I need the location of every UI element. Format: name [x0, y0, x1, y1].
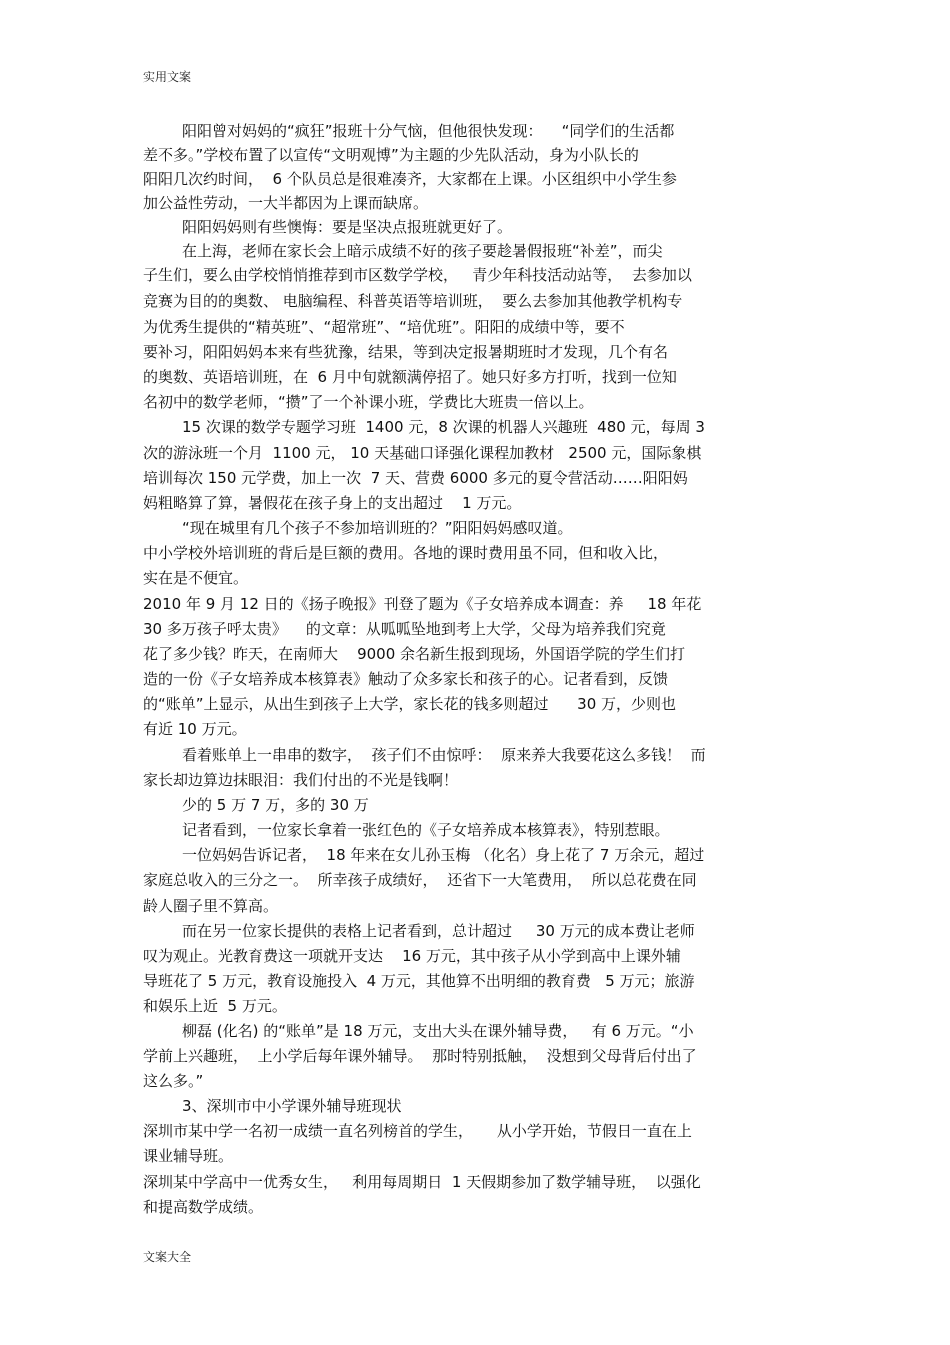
text-line: 叹为观止。光教育费这一项就开支达 16 万元，其中孩子从小学到高中上课外辅 [143, 947, 681, 965]
text-line: 次的游泳班一个月 1100 元， 10 天基础口译强化课程加教材 2500 元，国际象棋 [143, 444, 702, 462]
text-line: “现在城里有几个孩子不参加培训班的？”阳阳妈妈感叹道。 [182, 519, 573, 537]
text-line: 中小学校外培训班的背后是巨额的费用。各地的课时费用虽不同，但和收入比， [143, 544, 669, 562]
text-line: 在上海，老师在家长会上暗示成绩不好的孩子要趁暑假报班“补差”，而尖 [182, 242, 663, 260]
text-line: 培训每次 150 元学费，加上一次 7 天、营费 6000 多元的夏令营活动……阳阳妈 [143, 469, 688, 487]
text-line: 学前上兴趣班， 上小学后每年课外辅导。 那时特别抵触， 没想到父母背后付出了 [143, 1047, 697, 1065]
text-line: 龄人圈子里不算高。 [143, 897, 279, 915]
text-line: 阳阳曾对妈妈的“疯狂”报班十分气恼，但他很快发现： “同学们的生活都 [182, 122, 675, 140]
text-line: 妈粗略算了算，暑假花在孩子身上的支出超过 1 万元。 [143, 494, 522, 512]
text-line: 柳磊 (化名) 的“账单”是 18 万元，支出大头在课外辅导费， 有 6 万元。“小 [182, 1022, 694, 1040]
text-line: 阳阳妈妈则有些懊悔：要是坚决点报班就更好了。 [182, 218, 513, 236]
page-header: 实用文案 [143, 70, 192, 84]
text-line: 和娱乐上近 5 万元。 [143, 997, 287, 1015]
text-line: 的奥数、英语培训班，在 6 月中旬就额满停招了。她只好多方打听，找到一位知 [143, 368, 677, 386]
text-line: 花了多少钱？昨天，在南师大 9000 余名新生报到现场，外国语学院的学生们打 [143, 645, 686, 663]
text-line: 阳阳几次约时间， 6 个队员总是很难凑齐，大家都在上课。小区组织中小学生参 [143, 170, 677, 188]
text-line: 深圳市某中学一名初一成绩一直名列榜首的学生， 从小学开始，节假日一直在上 [143, 1122, 692, 1140]
text-line: 差不多。”学校布置了以宣传“文明观博”为主题的少先队活动，身为小队长的 [143, 146, 639, 164]
text-line: 加公益性劳动，一大半都因为上课而缺席。 [143, 194, 429, 212]
text-line: 课业辅导班。 [143, 1147, 234, 1165]
text-line: 深圳某中学高中一优秀女生， 利用每周期日 1 天假期参加了数学辅导班， 以强化 [143, 1173, 701, 1191]
text-line: 看着账单上一串串的数字， 孩子们不由惊呼： 原来养大我要花这么多钱！ 而 [182, 746, 706, 764]
text-line: 子生们，要么由学校悄悄推荐到市区数学学校， 青少年科技活动站等， 去参加以 [143, 266, 692, 284]
text-line: 记者看到，一位家长拿着一张红色的《子女培养成本核算表》，特别惹眼。 [182, 821, 670, 839]
text-line: 竞赛为目的的奥数、 电脑编程、科普英语等培训班， 要么去参加其他教学机构专 [143, 292, 683, 310]
text-line: 实在是不便宜。 [143, 569, 249, 587]
text-line: 和提高数学成绩。 [143, 1198, 264, 1216]
text-line: 一位妈妈告诉记者， 18 年来在女儿孙玉梅 （化名）身上花了 7 万余元，超过 [182, 846, 705, 864]
text-line: 造的一份《子女培养成本核算表》触动了众多家长和孩子的心。记者看到，反馈 [143, 670, 669, 688]
text-line: 家庭总收入的三分之一。 所幸孩子成绩好， 还省下一大笔费用， 所以总花费在同 [143, 871, 697, 889]
text-line: 家长却边算边抹眼泪：我们付出的不光是钱啊！ [143, 771, 459, 789]
text-line: 2010 年 9 月 12 日的《扬子晚报》刊登了题为《子女培养成本调查：养 18 年花 [143, 595, 702, 613]
text-line: 30 多万孩子呼太贵》 的文章：从呱呱坠地到考上大学，父母为培养我们究竟 [143, 620, 666, 638]
text-line: 15 次课的数学专题学习班 1400 元，8 次课的机器人兴趣班 480 元，每周 3 [182, 418, 705, 436]
text-line: 的“账单”上显示，从出生到孩子上大学，家长花的钱多则超过 30 万，少则也 [143, 695, 677, 713]
text-line: 有近 10 万元。 [143, 720, 247, 738]
text-line: 导班花了 5 万元，教育设施投入 4 万元，其他算不出明细的教育费 5 万元；旅游 [143, 972, 695, 990]
page-footer: 文案大全 [143, 1250, 192, 1264]
text-line: 为优秀生提供的“精英班”、“超常班”、“培优班”。阳阳的成绩中等，要不 [143, 318, 625, 336]
text-line: 而在另一位家长提供的表格上记者看到，总计超过 30 万元的成本费让老师 [182, 922, 695, 940]
text-line: 少的 5 万 7 万，多的 30 万 [182, 796, 369, 814]
section-heading: 3、深圳市中小学课外辅导班现状 [182, 1097, 402, 1115]
text-line: 名初中的数学老师，“攒”了一个补课小班，学费比大班贵一倍以上。 [143, 393, 594, 411]
text-line: 这么多。” [143, 1072, 204, 1090]
text-line: 要补习，阳阳妈妈本来有些犹豫，结果，等到决定报暑期班时才发现，几个有名 [143, 343, 669, 361]
